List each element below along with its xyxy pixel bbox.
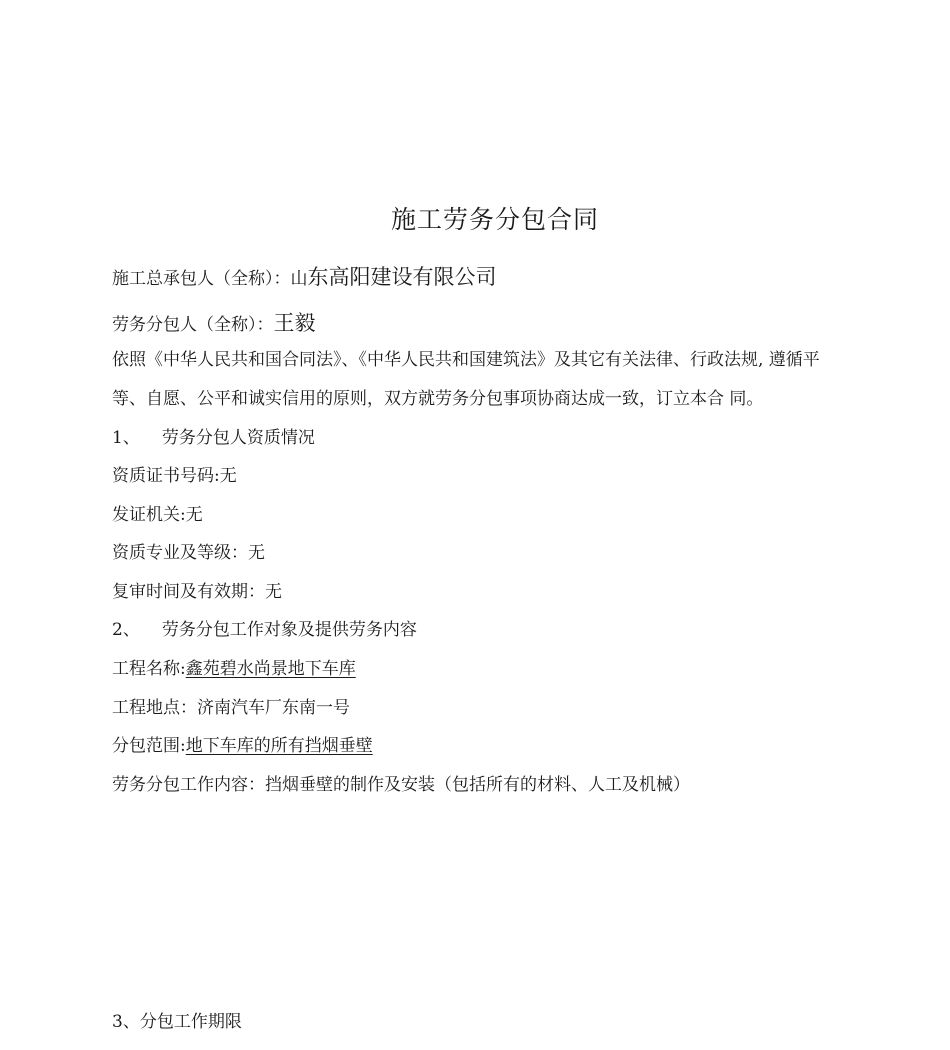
section-1-title: 劳务分包人资质情况 <box>161 428 315 448</box>
cert-number: 资质证书号码:无 <box>112 466 237 486</box>
subcontractor-label: 劳务分包人（全称）： <box>112 315 274 335</box>
work-content: 劳务分包工作内容：挡烟垂壁的制作及安装（包括所有的材料、人工及机械） <box>112 775 690 795</box>
preamble-line-1: 依照《中华人民共和国合同法》、《中华人民共和国建筑法》及其它有关法律、行政法规, 遵循平 <box>112 350 820 370</box>
scope-line <box>112 738 373 755</box>
project-name-value: 鑫苑碧水尚景地下车库 <box>185 659 356 679</box>
section-3-heading: 3、分包工作期限 <box>112 1012 242 1032</box>
project-name-label: 工程名称: <box>112 659 186 679</box>
qualification-level: 资质专业及等级：无 <box>112 543 265 563</box>
scope-label: 分包范围: <box>112 736 186 756</box>
section-2-title: 劳务分包工作对象及提供劳务内容 <box>161 620 417 640</box>
contractor-line <box>112 267 497 288</box>
section-1-number: 1、 <box>112 428 140 448</box>
section-2-heading <box>112 622 417 639</box>
preamble-line-2: 等、自愿、公平和诚实信用的原则，双方就劳务分包事项协商达成一致，订立本合 同。 <box>112 389 764 409</box>
section-1-heading <box>112 430 315 447</box>
project-name-line <box>112 661 356 678</box>
subcontractor-line <box>112 313 316 334</box>
contractor-label: 施工总承包人（全称）：山 <box>112 269 308 289</box>
subcontractor-value: 王毅 <box>273 311 316 335</box>
contractor-value: 东高阳建设有限公司 <box>307 265 497 289</box>
cert-issuer: 发证机关:无 <box>112 505 203 525</box>
scope-value: 地下车库的所有挡烟垂壁 <box>185 736 373 756</box>
review-validity: 复审时间及有效期：无 <box>112 582 282 602</box>
document-title: 施工劳务分包合同 <box>390 205 599 234</box>
project-location: 工程地点：济南汽车厂东南一号 <box>112 698 350 718</box>
section-2-number: 2、 <box>112 620 140 640</box>
